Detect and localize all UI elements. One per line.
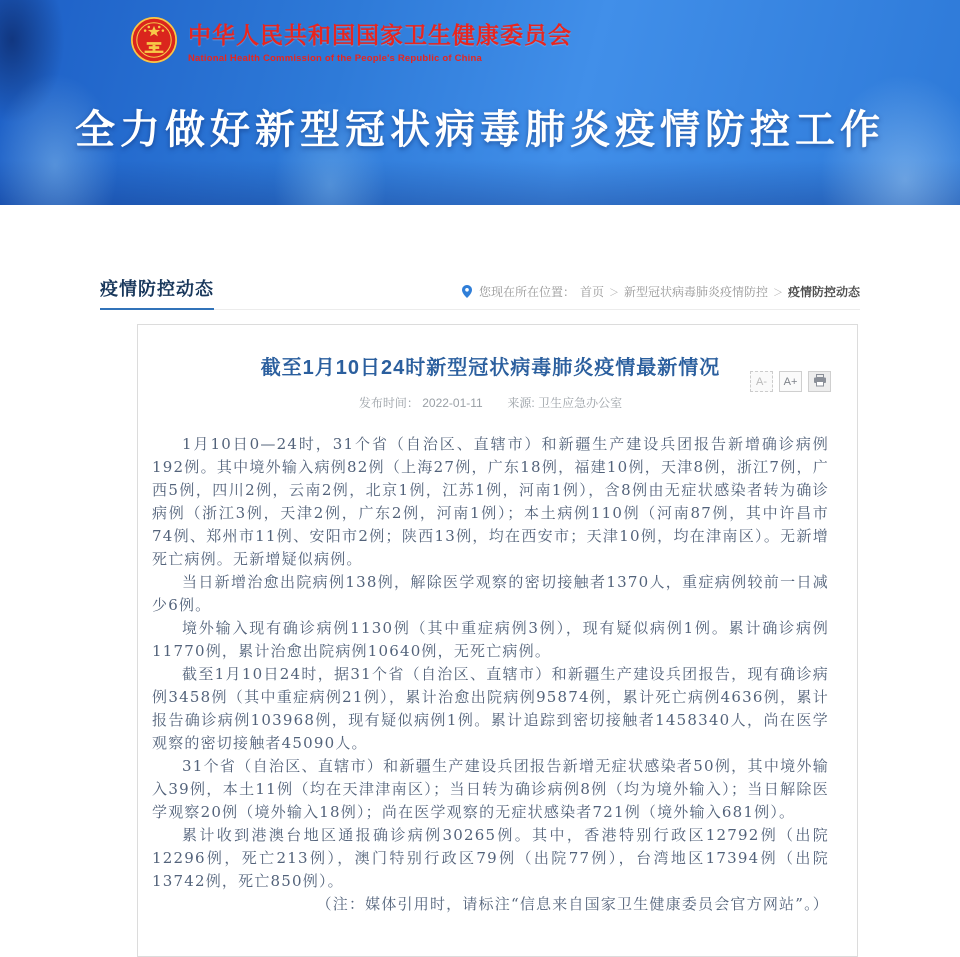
section-header bbox=[100, 275, 860, 310]
article-toolbar bbox=[750, 371, 831, 392]
content-area bbox=[100, 275, 860, 957]
section-title[interactable]: 疫情防控动态 bbox=[100, 275, 214, 310]
article-paragraph: 境外输入现有确诊病例1130例（其中重症病例3例），现有疑似病例1例。累计确诊病例11770例，累计治愈出院病例10640例，无死亡病例。 bbox=[152, 619, 829, 660]
breadcrumb-separator: ＞ bbox=[772, 288, 783, 299]
article-title: 截至1月10日24时新型冠状病毒肺炎疫情最新情况 bbox=[260, 357, 721, 379]
article-paragraph: 31个省（自治区、直辖市）和新疆生产建设兵团报告新增无症状感染者50例，其中境外输入39例，本土11例（均在天津津南区）；当日转为确诊病例8例（均为境外输入）；当日解除医学观察20例（境外输入18例）；尚在医学观察的无症状感染者721例（境外输入681例）。 bbox=[152, 757, 829, 821]
map-pin-icon bbox=[462, 285, 472, 298]
printer-icon bbox=[813, 374, 827, 390]
breadcrumb-home-link[interactable]: 首页 bbox=[579, 285, 604, 299]
publish-date: 2022-01-11 bbox=[422, 396, 483, 410]
source-value: 卫生应急办公室 bbox=[538, 396, 623, 410]
article-meta bbox=[152, 394, 829, 411]
banner-slogan: 全力做好新型冠状病毒肺炎疫情防控工作 bbox=[75, 108, 885, 152]
national-emblem-icon bbox=[130, 16, 178, 64]
article-body bbox=[152, 433, 829, 916]
article-paragraph: 截至1月10日24时，据31个省（自治区、直辖市）和新疆生产建设兵团报告，现有确诊病例3458例（其中重症病例21例），累计治愈出院病例95874例，累计死亡病例4636例，累计报告确诊病例103968例，现有疑似病例1例。累计追踪到密切接触者1458340人，尚在医学观察的密切接触者45090人。 bbox=[152, 665, 829, 752]
font-increase-button[interactable]: A+ bbox=[779, 371, 802, 392]
article-card bbox=[137, 324, 858, 957]
breadcrumb-covid-link[interactable]: 新型冠状病毒肺炎疫情防控 bbox=[623, 285, 768, 299]
breadcrumb bbox=[462, 283, 860, 309]
article-paragraph: 1月10日0—24时，31个省（自治区、直辖市）和新疆生产建设兵团报告新增确诊病例192例。其中境外输入病例82例（上海27例，广东18例，福建10例，天津8例，浙江7例，广西5例，四川2例，云南2例，北京1例，江苏1例，河南1例），含8例由无症状感染者转为确诊病例（浙江3例，天津2例，广东2例，河南1例）；本土病例110例（河南87例，其中许昌市74例、郑州市11例、安阳市2例；陕西13例，均在西安市；天津10例，均在津南区）。无新增死亡病例。无新增疑似病例。 bbox=[152, 435, 829, 568]
publish-time-label: 发布时间： bbox=[358, 396, 419, 410]
site-name-zh: 中华人民共和国国家卫生健康委员会 bbox=[188, 21, 572, 48]
breadcrumb-separator: ＞ bbox=[608, 288, 619, 299]
breadcrumb-prefix: 您现在所在位置： bbox=[478, 285, 575, 299]
source-label: 来源: bbox=[507, 396, 535, 410]
font-decrease-button[interactable]: A- bbox=[750, 371, 773, 392]
article-note: （注：媒体引用时，请标注“信息来自国家卫生健康委员会官方网站”。） bbox=[316, 895, 829, 913]
site-banner bbox=[0, 0, 960, 205]
article-paragraph: 当日新增治愈出院病例138例，解除医学观察的密切接触者1370人，重症病例较前一日减少6例。 bbox=[152, 573, 829, 614]
site-logo-block[interactable] bbox=[130, 16, 572, 64]
article-paragraph: 累计收到港澳台地区通报确诊病例30265例。其中，香港特别行政区12792例（出院12296例，死亡213例），澳门特别行政区79例（出院77例），台湾地区17394例（出院13742例，死亡850例）。 bbox=[152, 826, 829, 890]
print-button[interactable] bbox=[808, 371, 831, 392]
site-name-en: National Health Commission of the People's Republic of China bbox=[188, 52, 483, 64]
breadcrumb-current: 疫情防控动态 bbox=[787, 285, 860, 299]
